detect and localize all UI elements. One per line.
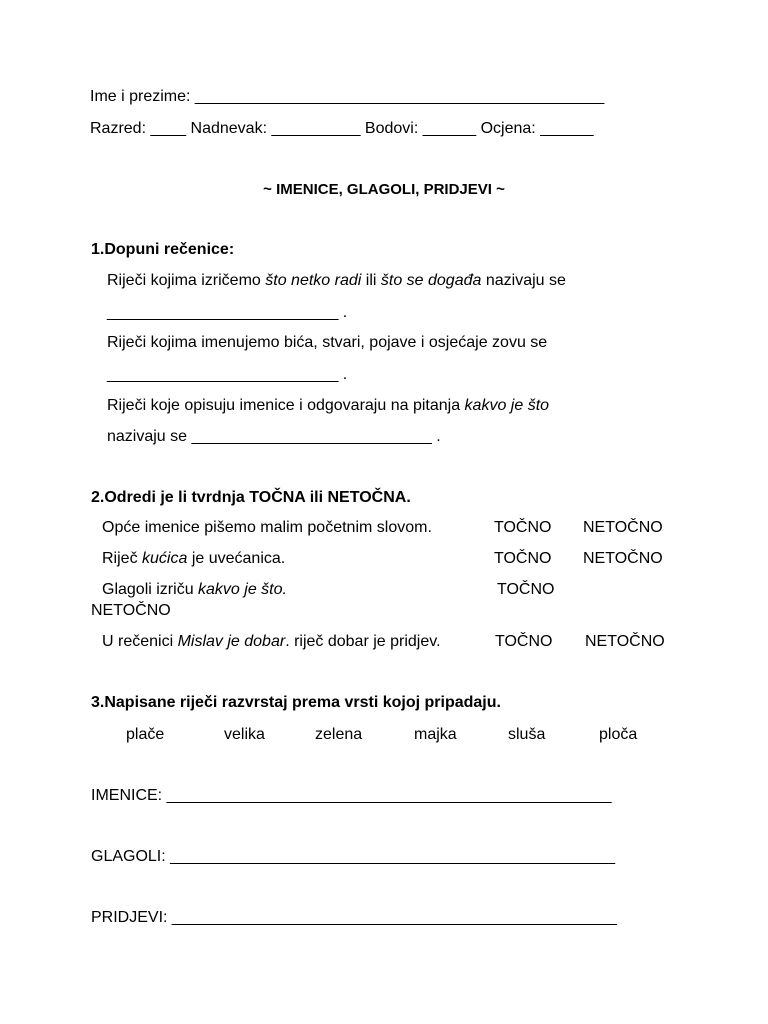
adjectives-label: PRIDJEVI: bbox=[91, 909, 168, 926]
sentence-text: Riječi kojima izričemo bbox=[107, 272, 266, 289]
name-line bbox=[90, 89, 604, 105]
false-option: NETOČNO bbox=[585, 633, 665, 650]
word-item: plače bbox=[126, 726, 165, 743]
date-label: Nadnevak: bbox=[190, 120, 268, 137]
false-option: NETOČNO bbox=[91, 602, 171, 619]
name-label: Ime i prezime: bbox=[90, 88, 191, 105]
word-item: velika bbox=[224, 726, 265, 743]
task1-sentence3-end: nazivaju se ___________________________ . bbox=[107, 428, 441, 445]
task3-heading: 3.Napisane riječi razvrstaj prema vrsti kojoj pripadaju. bbox=[91, 694, 501, 711]
grade-blank: ______ bbox=[540, 120, 594, 137]
verbs-blank: __________________________________________________ bbox=[170, 848, 616, 865]
task2-statement1: Opće imenice pišemo malim početnim slovom. bbox=[102, 519, 432, 536]
sentence-text: Riječ bbox=[102, 550, 143, 567]
true-option: TOČNO bbox=[495, 633, 553, 650]
sentence-italic: Mislav je dobar bbox=[177, 633, 286, 650]
sentence-text: Riječi koje opisuju imenice i odgovaraju na pitanja bbox=[107, 397, 465, 414]
word-item: ploča bbox=[599, 726, 638, 743]
task2-statement4 bbox=[102, 634, 441, 650]
sentence-italic: što netko radi bbox=[265, 272, 362, 289]
sentence-italic: što se događa bbox=[380, 272, 482, 289]
task1-sentence3 bbox=[107, 398, 549, 414]
task1-sentence2: Riječi kojima imenujemo bića, stvari, pojave i osjećaje zovu se bbox=[107, 334, 548, 351]
info-line bbox=[90, 121, 594, 137]
word-item: zelena bbox=[315, 726, 363, 743]
true-option: TOČNO bbox=[494, 519, 552, 536]
false-option: NETOČNO bbox=[583, 519, 663, 536]
task2-statement2 bbox=[102, 551, 285, 567]
nouns-label: IMENICE: bbox=[91, 787, 163, 804]
verbs-line bbox=[91, 849, 615, 865]
sentence-italic: kakvo je što. bbox=[198, 581, 287, 598]
task1-blank2: __________________________ . bbox=[107, 366, 348, 383]
task2-heading: 2.Odredi je li tvrdnja TOČNA ili NETOČNA. bbox=[91, 489, 411, 506]
sentence-text: nazivaju se bbox=[481, 272, 566, 289]
nouns-blank: __________________________________________________ bbox=[166, 787, 612, 804]
adjectives-blank: __________________________________________________ bbox=[171, 909, 617, 926]
task2-statement3 bbox=[102, 582, 287, 598]
class-label: Razred: bbox=[90, 120, 147, 137]
true-option: TOČNO bbox=[494, 550, 552, 567]
sentence-text: U rečenici bbox=[102, 633, 178, 650]
adjectives-line bbox=[91, 910, 617, 926]
true-option: TOČNO bbox=[497, 581, 555, 598]
date-blank: __________ bbox=[271, 120, 361, 137]
verbs-label: GLAGOLI: bbox=[91, 848, 166, 865]
sentence-text: ili bbox=[361, 272, 381, 289]
false-option: NETOČNO bbox=[583, 550, 663, 567]
grade-label: Ocjena: bbox=[480, 120, 536, 137]
task1-heading: 1.Dopuni rečenice: bbox=[91, 241, 235, 258]
task1-sentence1 bbox=[107, 273, 566, 289]
sentence-italic: kućica bbox=[142, 550, 188, 567]
points-label: Bodovi: bbox=[364, 120, 419, 137]
name-blank: ______________________________________________ bbox=[194, 88, 605, 105]
class-blank: ____ bbox=[150, 120, 187, 137]
sentence-text: Glagoli izriču bbox=[102, 581, 199, 598]
points-blank: ______ bbox=[422, 120, 477, 137]
page-title: ~ IMENICE, GLAGOLI, PRIDJEVI ~ bbox=[263, 181, 505, 198]
nouns-line bbox=[91, 788, 612, 804]
sentence-text: . riječ dobar je pridjev. bbox=[285, 633, 441, 650]
sentence-italic: kakvo je što bbox=[464, 397, 550, 414]
task1-blank1: __________________________ . bbox=[107, 304, 348, 321]
sentence-text: je uvećanica. bbox=[187, 550, 286, 567]
word-item: majka bbox=[414, 726, 457, 743]
word-item: sluša bbox=[508, 726, 546, 743]
